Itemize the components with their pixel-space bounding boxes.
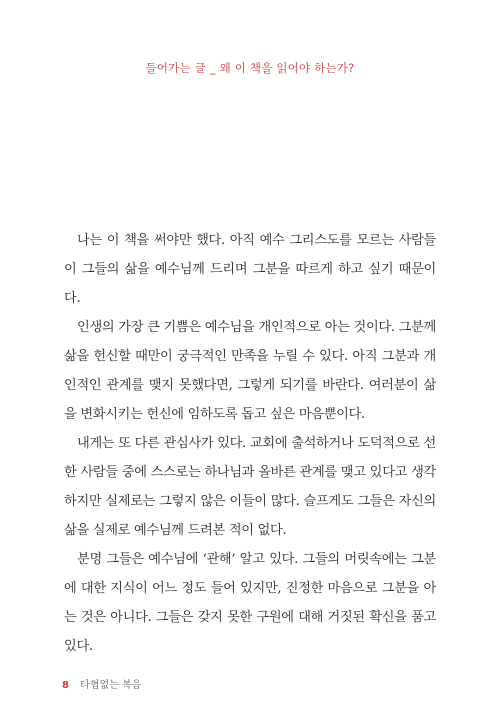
chapter-header: 들어가는 글 _ 왜 이 책을 읽어야 하는가? <box>145 61 355 75</box>
paragraph-3: 내게는 또 다른 관심사가 있다. 교회에 출석하거나 도덕적으로 선한 사람들 중에 스스로는 하나님과 올바른 관계를 맺고 있다고 생각하지만 실제로는 그렇지 않은 이들이 많다. 슬프게도 그들은 자신의 삶을 실제로 예수님께 드려본 적이 없다. <box>64 436 436 538</box>
page-number: 8 <box>62 680 69 691</box>
paragraph-1: 나는 이 책을 써야만 했다. 아직 예수 그리스도를 모르는 사람들이 그들의 삶을 예수님께 드리며 그분을 따르게 하고 싶기 때문이다. <box>64 233 436 306</box>
book-title: 타협없는 복음 <box>80 680 142 691</box>
paragraph-2: 인생의 가장 큰 기쁨은 예수님을 개인적으로 아는 것이다. 그분께 삶을 헌신할 때만이 궁극적인 만족을 누릴 수 있다. 아직 그분과 개인적인 관계를 맺지 못했다면, 그렇게 되기를 바란다. 여러분이 삶을 변화시키는 헌신에 임하도록 돕고 싶은 마음뿐이다. <box>64 320 436 422</box>
page-footer <box>62 676 141 691</box>
body-text <box>64 226 436 661</box>
paragraph-4: 분명 그들은 예수님에 ‘관해’ 알고 있다. 그들의 머릿속에는 그분에 대한 지식이 어느 정도 들어 있지만, 진정한 마음으로 그분을 아는 것은 아니다. 그들은 갖지 못한 구원에 대해 거짓된 확신을 품고 있다. <box>64 552 436 654</box>
